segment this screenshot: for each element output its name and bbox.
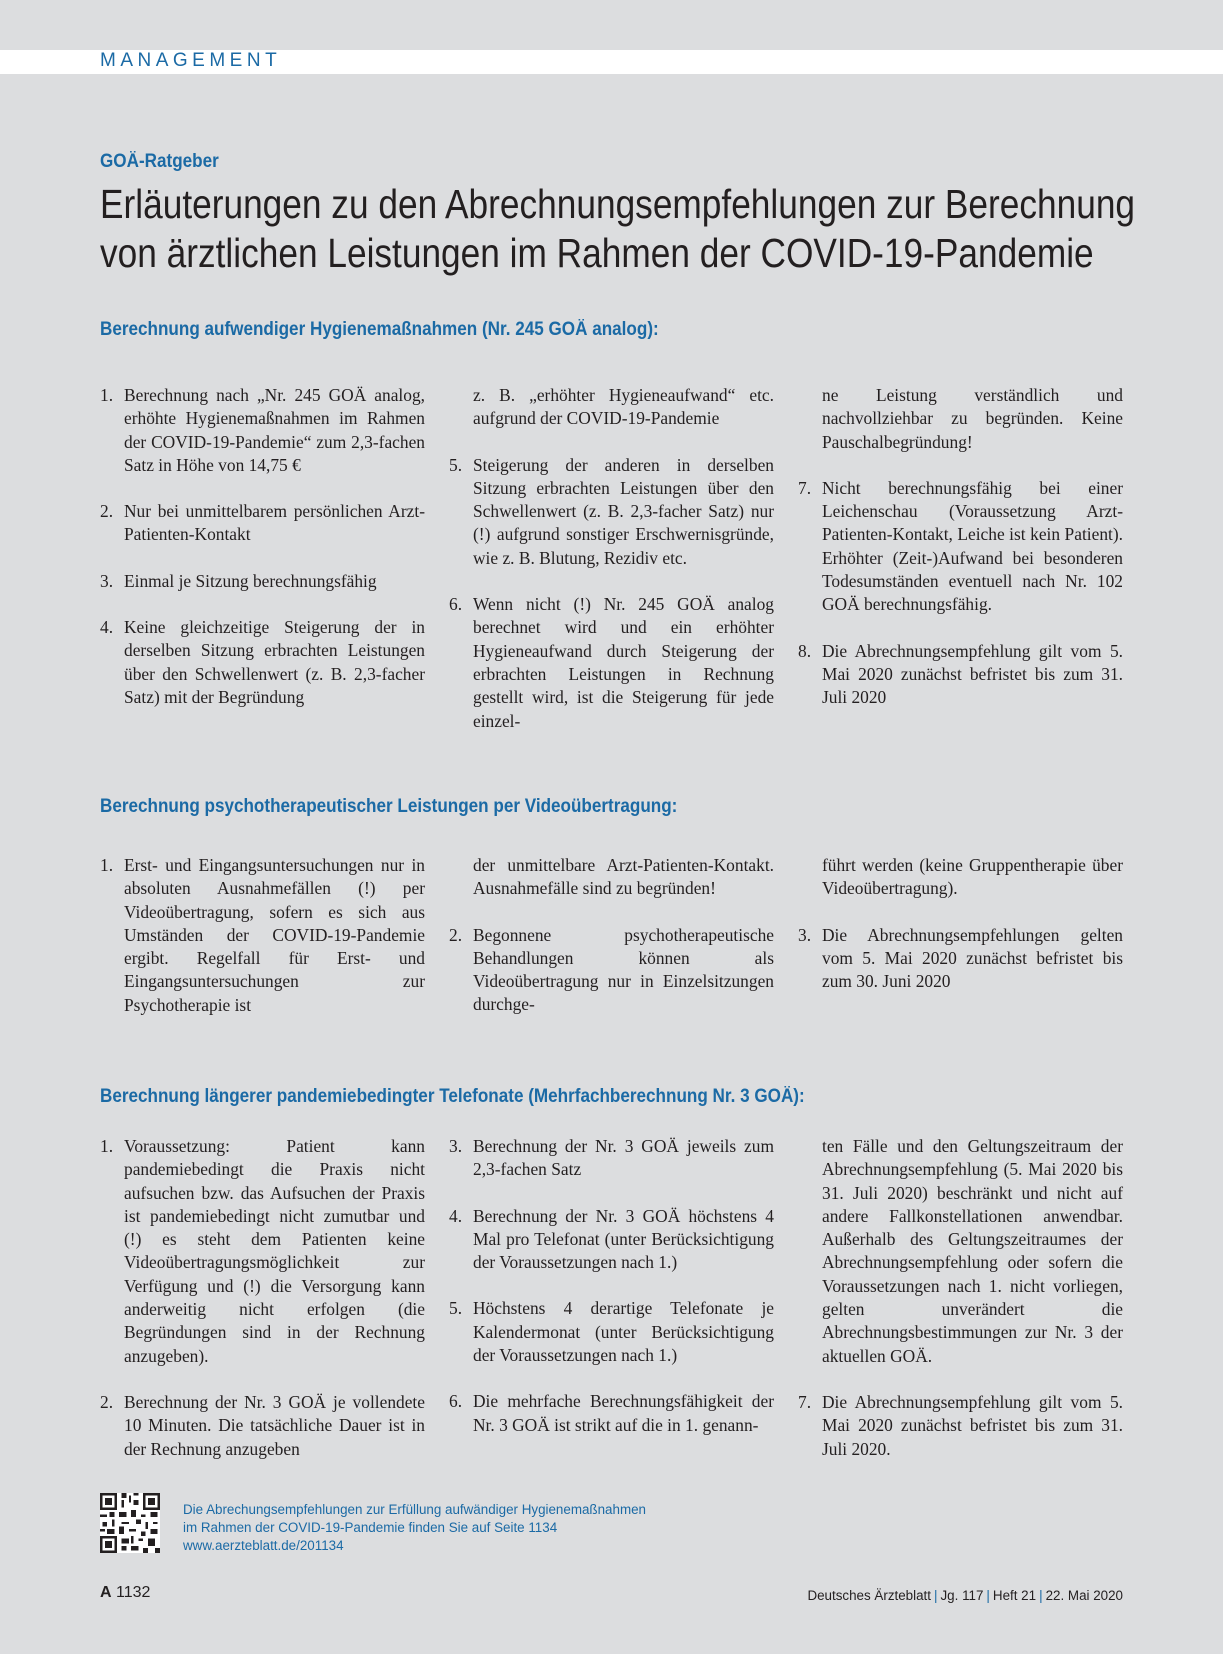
list-item: 8. Die Abrechnungsempfehlung gilt vom 5. Mai 2020 zunächst befristet bis zum 31. Juli 2020 xyxy=(798,640,1123,708)
list-item-continuation: der unmittelbare Arzt-Patienten-Kontakt. Ausnahmefälle sind zu begründen! xyxy=(473,855,774,899)
list-item-continuation: z. B. „erhöhter Hygieneaufwand“ etc. aufgrund der COVID-19-Pandemie xyxy=(473,385,774,429)
title-line-2: von ärztlichen Leistungen im Rahmen der COVID-19-Pandemie xyxy=(100,230,1094,276)
list-item: 3. Einmal je Sitzung berechnungsfähig xyxy=(100,570,377,591)
section2-column-3 xyxy=(798,854,1123,1016)
article-title xyxy=(100,180,1149,278)
list-item: 7. Die Abrechnungsempfehlung gilt vom 5. Mai 2020 zunächst befristet bis zum 31. Juli 2020. xyxy=(798,1391,1123,1459)
list-item: 4. Berechnung der Nr. 3 GOÄ höchstens 4 Mal pro Telefonat (unter Berücksichtigung der Voraussetzungen nach 1.) xyxy=(449,1205,774,1273)
qr-code-icon[interactable] xyxy=(100,1493,160,1553)
qr-note-link[interactable]: www.aerzteblatt.de/201134 xyxy=(183,1538,344,1553)
section1-column-2 xyxy=(449,384,774,756)
list-item: 6. Wenn nicht (!) Nr. 245 GOÄ analog berechnet wird und ein erhöhter Hygieneaufwand durch Steigerung der erbrachten Leistungen in Rechnung gestellt wird, ist die Steigerung für jede einzel- xyxy=(449,594,774,731)
title-line-1: Erläuterungen zu den Abrechnungsempfehlungen zur Berechnung xyxy=(100,181,1136,227)
separator: | xyxy=(934,1588,938,1603)
list-item: 4. Keine gleichzeitige Steigerung der in derselben Sitzung erbrachten Leistungen über den Schwellenwert (z. B. 2,3-facher Satz) mit der Begründung xyxy=(100,617,425,707)
list-item-continuation: führt werden (keine Gruppentherapie über Videoübertragung). xyxy=(822,855,1123,899)
list-item-continuation: ne Leistung verständlich und nachvollziehbar zu begründen. Keine Pauschalbegründung! xyxy=(822,385,1123,452)
list-item: 5. Höchstens 4 derartige Telefonate je Kalendermonat (unter Berücksichtigung der Voraussetzungen nach 1.) xyxy=(449,1298,774,1366)
list-item: 2. Nur bei unmittelbarem persönlichen Arzt-Patienten-Kontakt xyxy=(100,501,425,545)
section1-column-1 xyxy=(100,384,425,732)
list-item: 3. Berechnung der Nr. 3 GOÄ jeweils zum 2,3-fachen Satz xyxy=(449,1136,774,1180)
section2-column-1 xyxy=(100,854,425,1040)
journal-date: 22. Mai 2020 xyxy=(1045,1588,1123,1603)
separator: | xyxy=(1039,1588,1043,1603)
section1-column-3 xyxy=(798,384,1123,733)
section3-column-1 xyxy=(100,1135,425,1484)
section-heading-hygiene: Berechnung aufwendiger Hygienemaßnahmen (Nr. 245 GOÄ analog): xyxy=(100,319,659,340)
section-heading-video: Berechnung psychotherapeutischer Leistungen per Videoübertragung: xyxy=(100,796,678,817)
section2-column-2 xyxy=(449,854,774,1040)
section3-column-2 xyxy=(449,1135,774,1460)
journal-volume: Jg. 117 xyxy=(940,1588,984,1603)
qr-note-line-1: Die Abrechungsempfehlungen zur Erfüllung aufwändiger Hygienemaßnahmen xyxy=(183,1502,647,1517)
separator: | xyxy=(986,1588,990,1603)
list-item: 1. Voraussetzung: Patient kann pandemiebedingt die Praxis nicht aufsuchen bzw. das Aufsuchen der Praxis ist pandemiebedingt nicht zumutbar und (!) es steht dem Patienten keine Videoübertragungsmöglichkeit zur Verfügung und (!) die Versorgung kann anderweitig nicht erfolgen (die Begründungen sind in der Rechnung anzugeben). xyxy=(100,1136,425,1366)
page-number: A 1132 xyxy=(100,1584,151,1601)
list-item: 2. Berechnung der Nr. 3 GOÄ je vollendete 10 Minuten. Die tatsächliche Dauer ist in der Rechnung anzugeben xyxy=(100,1391,425,1459)
journal-issue: Heft 21 xyxy=(992,1588,1037,1603)
section-tag: MANAGEMENT xyxy=(100,50,282,71)
journal-name: Deutsches Ärzteblatt xyxy=(807,1588,931,1603)
section-heading-telephone: Berechnung längerer pandemiebedingter Telefonate (Mehrfachberechnung Nr. 3 GOÄ): xyxy=(100,1086,805,1107)
list-item: 1. Berechnung nach „Nr. 245 GOÄ analog, erhöhte Hygienemaßnahmen im Rahmen der COVID-19-Pandemie“ zum 2,3-fachen Satz in Höhe von 14,75 € xyxy=(100,385,425,475)
list-item: 3. Die Abrechnungsempfehlungen gelten vom 5. Mai 2020 zunächst befristet bis zum 30. Juni 2020 xyxy=(798,924,1123,992)
list-item: 2. Begonnene psychotherapeutische Behandlungen können als Videoübertragung nur in Einzelsitzungen durchge- xyxy=(449,924,774,1015)
list-item-continuation: ten Fälle und den Geltungszeitraum der Abrechnungsempfehlung (5. Mai 2020 bis 31. Juli 2020) beschränkt und nicht auf andere Fallkonstellationen anwendbar. Außerhalb des Geltungszeitraumes der Abrechnungsempfehlung oder sofern die Voraussetzungen nach 1. nicht vorliegen, gelten unverändert die Abrechnungsbestimmungen zur Nr. 3 der aktuellen GOÄ. xyxy=(822,1136,1123,1366)
article-kicker: GOÄ-Ratgeber xyxy=(100,151,219,172)
journal-info xyxy=(807,1588,1123,1603)
qr-note-line-2: im Rahmen der COVID-19-Pandemie finden Sie auf Seite 1134 xyxy=(183,1520,558,1535)
list-item: 5. Steigerung der anderen in derselben Sitzung erbrachten Leistungen über den Schwellenwert (z. B. 2,3-facher Satz) nur (!) aufgrund sonstiger Erschwernisgründe, wie z. B. Blutung, Rezidiv etc. xyxy=(449,454,774,568)
list-item: 1. Erst- und Eingangsuntersuchungen nur in absoluten Ausnahmefällen (!) per Videoübertragung, sofern es sich aus Umständen der COVID-19-Pandemie ergibt. Regelfall für Erst- und Eingangsuntersuchungen zur Psychotherapie ist xyxy=(100,855,425,1015)
list-item: 6. Die mehrfache Berechnungsfähigkeit der Nr. 3 GOÄ ist strikt auf die in 1. genann- xyxy=(449,1391,774,1435)
list-item: 7. Nicht berechnungsfähig bei einer Leichenschau (Voraussetzung Arzt-Patienten-Kontakt, Leiche ist kein Patient). Erhöhter (Zeit-)Aufwand bei besonderen Todesumständen eventuell nach Nr. 102 GOÄ berechnungsfähig. xyxy=(798,477,1123,615)
section3-column-3 xyxy=(798,1135,1123,1484)
qr-note xyxy=(183,1501,646,1555)
